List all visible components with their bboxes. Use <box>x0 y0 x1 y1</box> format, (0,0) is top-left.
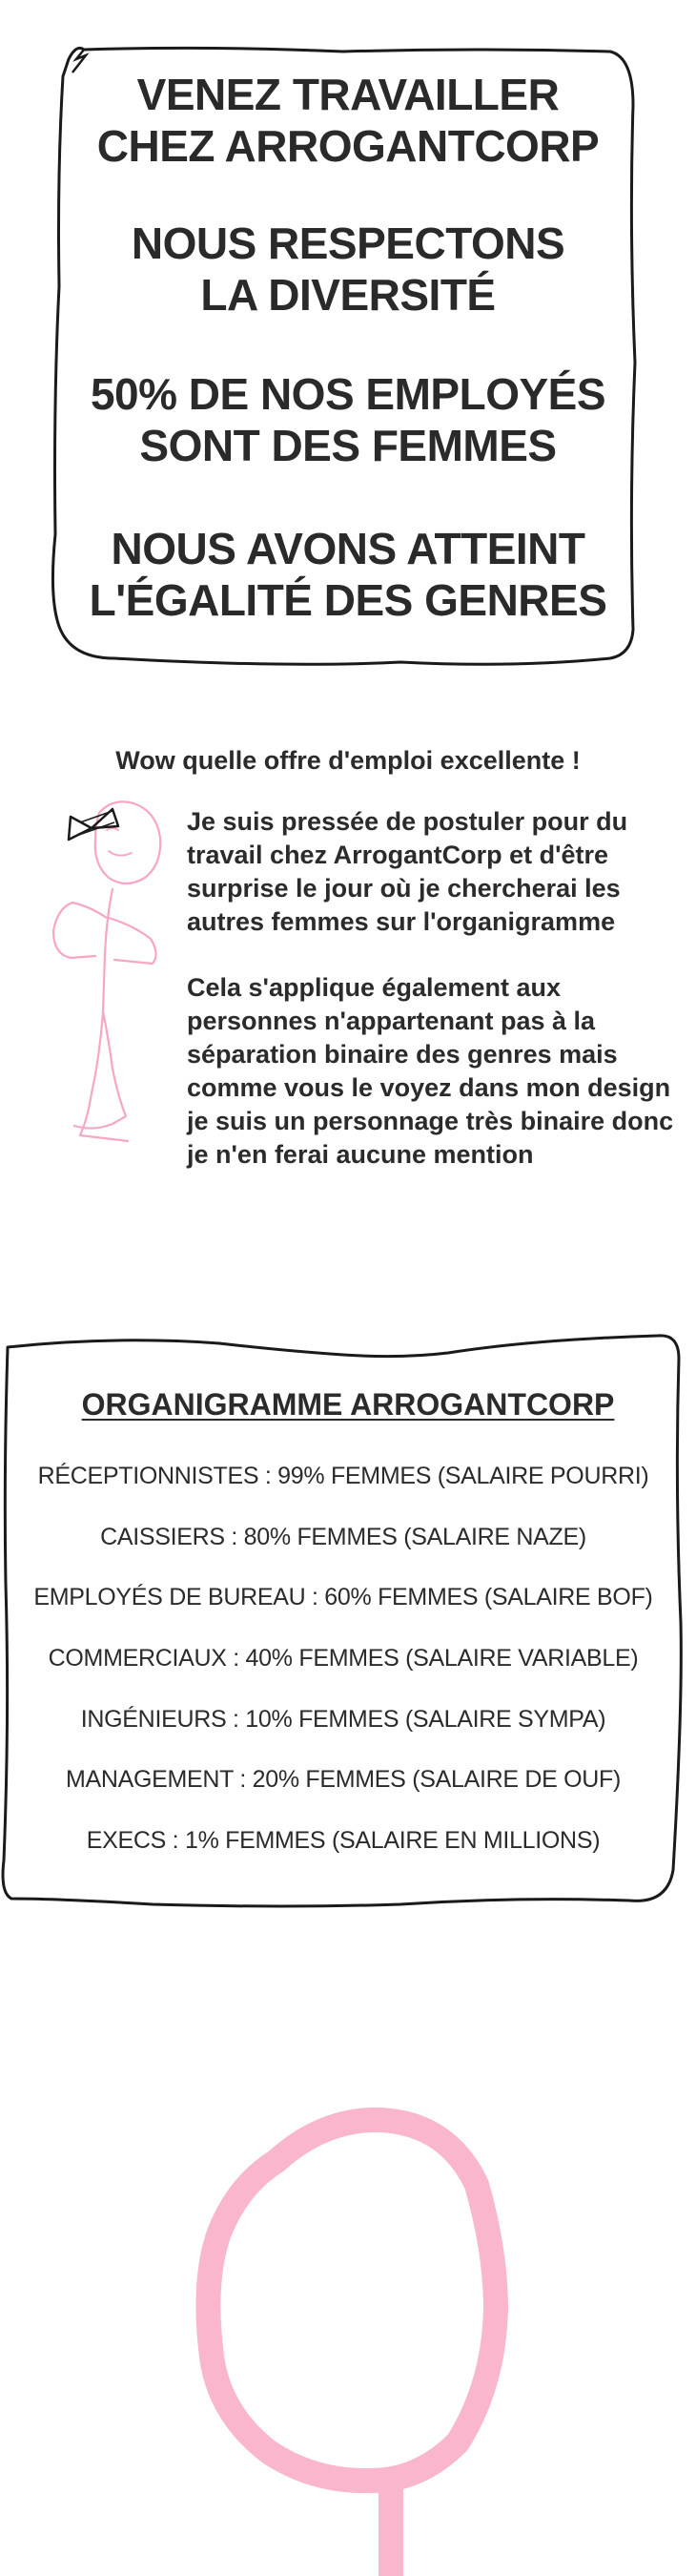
comment-line: je n'en ferai aucune mention <box>187 1140 534 1169</box>
org-row-office-employees: EMPLOYÉS DE BUREAU : 60% FEMMES (SALAIRE BOF) <box>33 1584 653 1610</box>
ad-equality-line1: NOUS AVONS ATTEINT <box>111 524 585 573</box>
ad-stat-line2: SONT DES FEMMES <box>139 421 557 470</box>
comment-paragraph-2 <box>187 971 683 1172</box>
ad-headline-line1: VENEZ TRAVAILLER <box>136 70 560 119</box>
comment-line: Cela s'applique également aux <box>187 973 562 1002</box>
ad-headline-line2: CHEZ ARROGANTCORP <box>96 121 600 171</box>
comment-line: je suis un personnage très binaire donc <box>187 1107 674 1135</box>
stick-figure-woman <box>53 801 160 1141</box>
org-row-management: MANAGEMENT : 20% FEMMES (SALAIRE DE OUF) <box>65 1766 622 1793</box>
org-row-execs: EXECS : 1% FEMMES (SALAIRE EN MILLIONS) <box>86 1827 601 1854</box>
reaction-text: Wow quelle offre d'emploi excellente ! <box>115 746 581 775</box>
hair-bow-icon <box>69 809 118 840</box>
comment-line: comme vous le voyez dans mon design <box>187 1073 671 1102</box>
org-row-sales: COMMERCIAUX : 40% FEMMES (SALAIRE VARIABLE) <box>48 1645 639 1672</box>
comment-paragraph-1 <box>187 805 683 939</box>
org-row-receptionists: RÉCEPTIONNISTES : 99% FEMMES (SALAIRE POURRI) <box>37 1463 649 1489</box>
ad-diversity-line2: LA DIVERSITÉ <box>200 270 496 320</box>
ad-stat-line1: 50% DE NOS EMPLOYÉS <box>90 369 606 419</box>
org-row-cashiers: CAISSIERS : 80% FEMMES (SALAIRE NAZE) <box>100 1524 586 1550</box>
comment-line: surprise le jour où je chercherai les <box>187 874 621 903</box>
comment-line: séparation binaire des genres mais <box>187 1040 618 1069</box>
comment-line: autres femmes sur l'organigramme <box>187 907 616 936</box>
org-chart-title: ORGANIGRAMME ARROGANTCORP <box>81 1387 615 1422</box>
ad-diversity-line1: NOUS RESPECTONS <box>131 218 565 268</box>
comment-line: Je suis pressée de postuler pour du <box>187 807 628 836</box>
ad-equality-line2: L'ÉGALITÉ DES GENRES <box>89 575 607 625</box>
comment-line: travail chez ArrogantCorp et d'être <box>187 841 609 869</box>
large-stick-figure-head <box>208 2120 496 2576</box>
org-row-engineers: INGÉNIEURS : 10% FEMMES (SALAIRE SYMPA) <box>80 1706 606 1733</box>
comment-line: personnes n'appartenant pas à la <box>187 1007 596 1035</box>
